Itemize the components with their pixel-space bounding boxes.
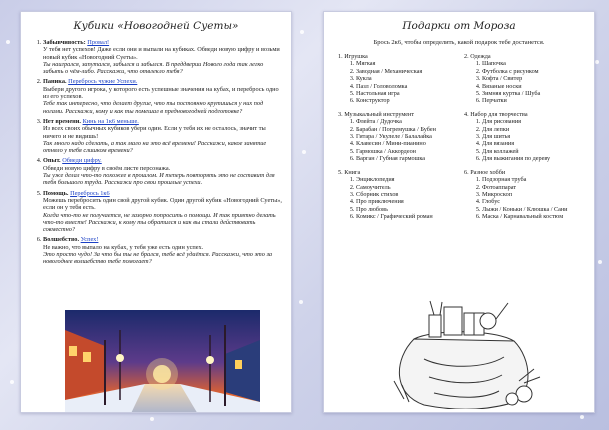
gift-item: 4. Вязаные носки [482, 83, 586, 90]
gift-category [464, 169, 590, 221]
gift-item: 5. Гармошка / Аккордеон [356, 148, 460, 155]
gift-item: 5. Зимняя куртка / Шуба [482, 90, 586, 97]
gift-item: 4. Пазл / Головоломка [356, 83, 460, 90]
gift-item: 5. Для коллажей [482, 148, 586, 155]
gift-item: 2. Самоучитель [356, 184, 460, 191]
gift-item: 6. Для выжигания по дереву [482, 155, 586, 162]
category-name: 1. Игрушка [338, 53, 368, 60]
gift-item: 3. Сборник стихов [356, 191, 460, 198]
rule-heading: Паника. [43, 78, 67, 86]
rule-result: Перебрось чужие Успехи. [68, 78, 138, 86]
category-name: 5. Книга [338, 168, 361, 176]
rule-flavor: Когда что-то не получается, не зазорно попросить о помощи. И так приятно делать что-то вместе! Расскажи, к кому ты обратился и как вы стали действовать совместно? [43, 211, 276, 234]
page-title: Подарки от Мороза [402, 20, 516, 32]
left-page [20, 11, 292, 413]
gift-item: 2. Заводная / Механическая [356, 68, 460, 75]
gift-item: 5. Про любовь [356, 206, 460, 213]
gift-item: 6. Комикс / Графический роман [356, 213, 460, 220]
rule-heading: Опыт. [43, 157, 61, 165]
gift-category [338, 169, 464, 221]
rule-text: Можешь перебросить один свой другой кубик. Один другой кубик «Новогодний Суеты», если он у тебя есть. [43, 196, 282, 212]
rule-text: Выбери другого игрока, у которого есть успешные значения на кубах, и перебрось одно из его успехов. [43, 85, 279, 101]
rule-item [43, 118, 282, 154]
rule-flavor: Так много надо сделать, а так мало на это всё времени! Расскажи, какое занятие отняло у тебя слишком времени? [43, 139, 267, 155]
rule-item [43, 190, 282, 234]
gift-item: 6. Маска / Карнавальный костюм [482, 213, 586, 220]
rule-heading: Забывчивость: [43, 39, 86, 46]
gift-item: 2. Для лепки [482, 126, 586, 133]
gift-item: 1. Для рисования [482, 118, 586, 125]
winter-street-painting [65, 310, 260, 413]
rule-heading: Помощь. [43, 189, 69, 197]
roll-instruction: Брось 2к6, чтобы определить, какой подарок тебе достанется. [373, 39, 545, 46]
rule-text: Не важно, что выпало на кубах, у тебя уже есть один успех. [43, 243, 204, 251]
rule-heading: Волшебство. [43, 236, 80, 244]
right-page [323, 11, 595, 413]
rule-text: Обведи новую цифру в своём листе персонажа. [43, 164, 171, 172]
gift-item: 1. Энциклопедия [356, 176, 460, 183]
rule-item [43, 78, 282, 114]
rule-result: Успех! [80, 236, 99, 244]
rules-list [21, 39, 291, 266]
gift-item: 3. Микроскоп [482, 191, 586, 198]
gift-item: 3. Для шитья [482, 133, 586, 140]
rule-result: Кинь на 1к6 меньше. [82, 117, 139, 125]
gift-category [338, 53, 464, 105]
page-title: Кубики «Новогодней Суеты» [73, 20, 239, 32]
rule-result: Провал! [87, 39, 110, 46]
gift-sack-drawing [384, 299, 544, 409]
rule-result: Перебрось 1к6 [70, 189, 110, 197]
gift-item: 6. Варган / Губная гармошка [356, 155, 460, 162]
rule-result: Обведи цифру. [62, 157, 102, 165]
rule-flavor: Ты уже делал что-то похожее в прошлом. И теперь повторять это не составит для тебя большого труда. Расскажи про свои прошлые успехи. [43, 172, 275, 187]
gift-category [464, 53, 590, 105]
gift-item: 1. Подзорная труба [482, 176, 586, 183]
gift-table [324, 53, 594, 227]
category-name: 6. Разное хобби [464, 168, 506, 176]
rule-heading: Нет времени. [43, 117, 81, 125]
rule-flavor: Это просто чудо! За что бы ты не брался, тебе всё удаётся. Расскажи, что это за новогоднее волшебство тебе помогает? [43, 251, 273, 266]
rule-text: Из всех своих обычных кубиков убери один. Если у тебя их не осталось, значит ты ничего и не видишь! [43, 125, 266, 140]
gift-item: 1. Шапочка [482, 60, 586, 67]
gift-item: 2. Фотоаппарат [482, 184, 586, 191]
gift-item: 2. Футболка с рисунком [482, 68, 586, 75]
rule-item [43, 157, 282, 186]
rule-item [43, 39, 282, 75]
gift-item: 5. Лыжи / Коньки / Клюшка / Сани [482, 206, 586, 213]
gift-item: 1. Мягкая [356, 60, 460, 67]
gift-category [464, 111, 590, 163]
category-name: 2. Одежда [464, 53, 491, 60]
gift-item: 4. Для вязания [482, 140, 586, 147]
gift-item: 1. Флейта / Дудочка [356, 118, 460, 125]
gift-item: 2. Барабан / Погремушка / Бубен [356, 126, 460, 133]
category-name: 4. Набор для творчества [464, 110, 528, 118]
gift-item: 6. Конструктор [356, 97, 460, 104]
category-name: 3. Музыкальный инструмент [338, 110, 415, 118]
gift-item: 3. Кофта / Свитер [482, 75, 586, 82]
gift-item: 4. Глобус [482, 198, 586, 205]
rule-item [43, 236, 282, 265]
gift-item: 6. Перчатки [482, 97, 586, 104]
gift-item: 5. Настольная игра [356, 90, 460, 97]
gift-item: 4. Клавесин / Мини-пианино [356, 140, 460, 147]
gift-category [338, 111, 464, 163]
gift-item: 3. Гитара / Укулеле / Балалайка [356, 133, 460, 140]
gift-item: 4. Про приключения [356, 198, 460, 205]
rule-flavor: Тебе так интересно, что делает другие, что ты постоянно крутишься у них под ногами. Расскажи, кому и как ты помешал в предновогодней подготовке? [43, 100, 264, 115]
rule-text: У тебя нет успехов! Даже если они и выпали на кубиках. Обведи новую цифру и возьми новый кубик «Новогодний Суеты». [43, 46, 280, 61]
gift-item: 3. Кукла [356, 75, 460, 82]
rule-flavor: Ты наигрался, запутался, забылся и забылся. В преддверии Нового года так легко забыть о чём-либо. Расскажи, что отвлекло тебя? [43, 60, 264, 76]
